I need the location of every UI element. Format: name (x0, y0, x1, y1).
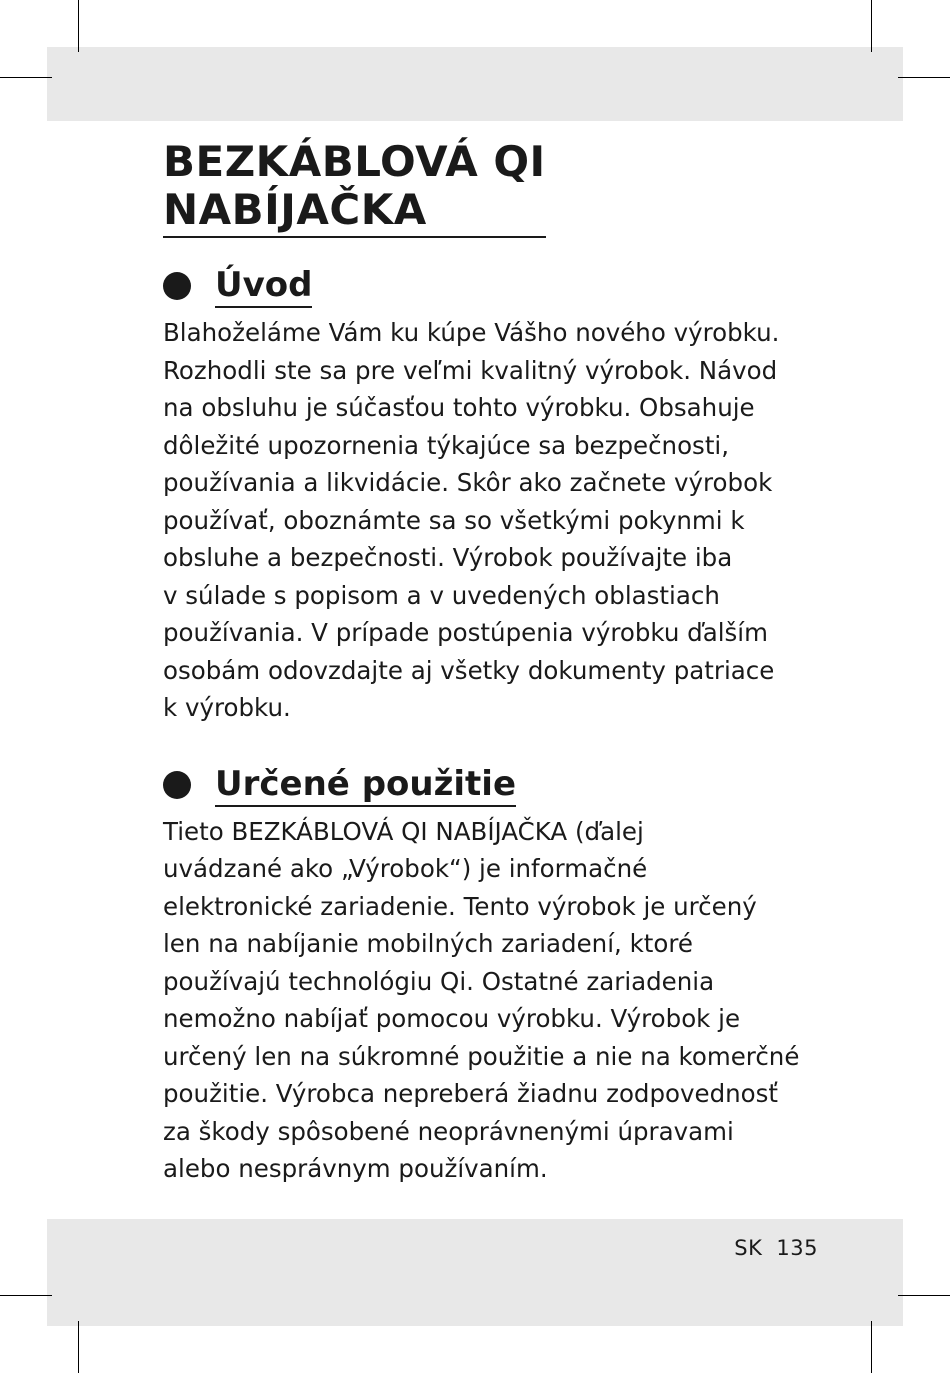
crop-mark (898, 1295, 950, 1296)
text-line: elektronické zariadenie. Tento výrobok je určený (163, 891, 757, 921)
text-line: za škody spôsobené neoprávnenými úpravami (163, 1116, 734, 1146)
text-line: Rozhodli ste sa pre veľmi kvalitný výrobok. Návod (163, 355, 778, 385)
text-line: len na nabíjanie mobilných zariadení, ktoré (163, 929, 693, 958)
text-line: v súlade s popisom a v uvedených oblastiach (163, 580, 720, 610)
text-line: použitie. Výrobca nepreberá žiadnu zodpovednosť (163, 1079, 779, 1108)
text-line: Tieto BEZKÁBLOVÁ QI NABÍJAČKA (ďalej (163, 816, 644, 846)
text-line: alebo nesprávnym používaním. (163, 1154, 548, 1183)
text-line: nemožno nabíjať pomocou výrobku. Výrobok je (163, 1004, 741, 1033)
text-line: určený len na súkromné použitie a nie na komerčné (163, 1041, 800, 1071)
intro-paragraph (163, 314, 843, 727)
text-line: dôležité upozornenia týkajúce sa bezpečnosti, (163, 430, 730, 460)
section-heading: Určené použitie (215, 763, 516, 807)
text-line: obsluhe a bezpečnosti. Výrobok používajte iba (163, 543, 733, 572)
page-number: 135 (776, 1236, 818, 1260)
title-line: NABÍJAČKA (163, 185, 427, 234)
bullet-icon (163, 771, 191, 799)
language-code: SK (734, 1236, 763, 1260)
crop-mark (871, 1321, 872, 1373)
text-line: používať, oboznámte sa so všetkými pokynmi k (163, 505, 745, 535)
crop-mark (78, 1321, 79, 1373)
intended-use-paragraph (163, 813, 843, 1188)
text-line: používania. V prípade postúpenia výrobku ďalším (163, 618, 768, 647)
bullet-icon (163, 272, 191, 300)
text-line: Blahoželáme Vám ku kúpe Vášho nového výrobku. (163, 318, 780, 347)
text-line: používajú technológiu Qi. Ostatné zariadenia (163, 966, 715, 996)
header-band (47, 47, 903, 121)
page-title (163, 138, 546, 238)
text-line: používania a likvidácie. Skôr ako začnete výrobok (163, 468, 773, 497)
page-footer (734, 1236, 818, 1260)
text-line: osobám odovzdajte aj všetky dokumenty patriace (163, 655, 775, 685)
crop-mark (78, 0, 79, 52)
text-line: uvádzané ako „Výrobok“) je informačné (163, 854, 648, 883)
text-line: k výrobku. (163, 693, 291, 722)
title-line: BEZKÁBLOVÁ QI (163, 137, 546, 186)
text-line: na obsluhu je súčasťou tohto výrobku. Obsahuje (163, 393, 755, 422)
crop-mark (871, 0, 872, 52)
section-heading: Úvod (215, 264, 312, 308)
page-content (163, 138, 843, 1188)
crop-mark (0, 1295, 52, 1296)
section-header-intended-use (163, 763, 843, 807)
section-header-intro (163, 264, 843, 308)
crop-mark (0, 77, 52, 78)
crop-mark (898, 77, 950, 78)
